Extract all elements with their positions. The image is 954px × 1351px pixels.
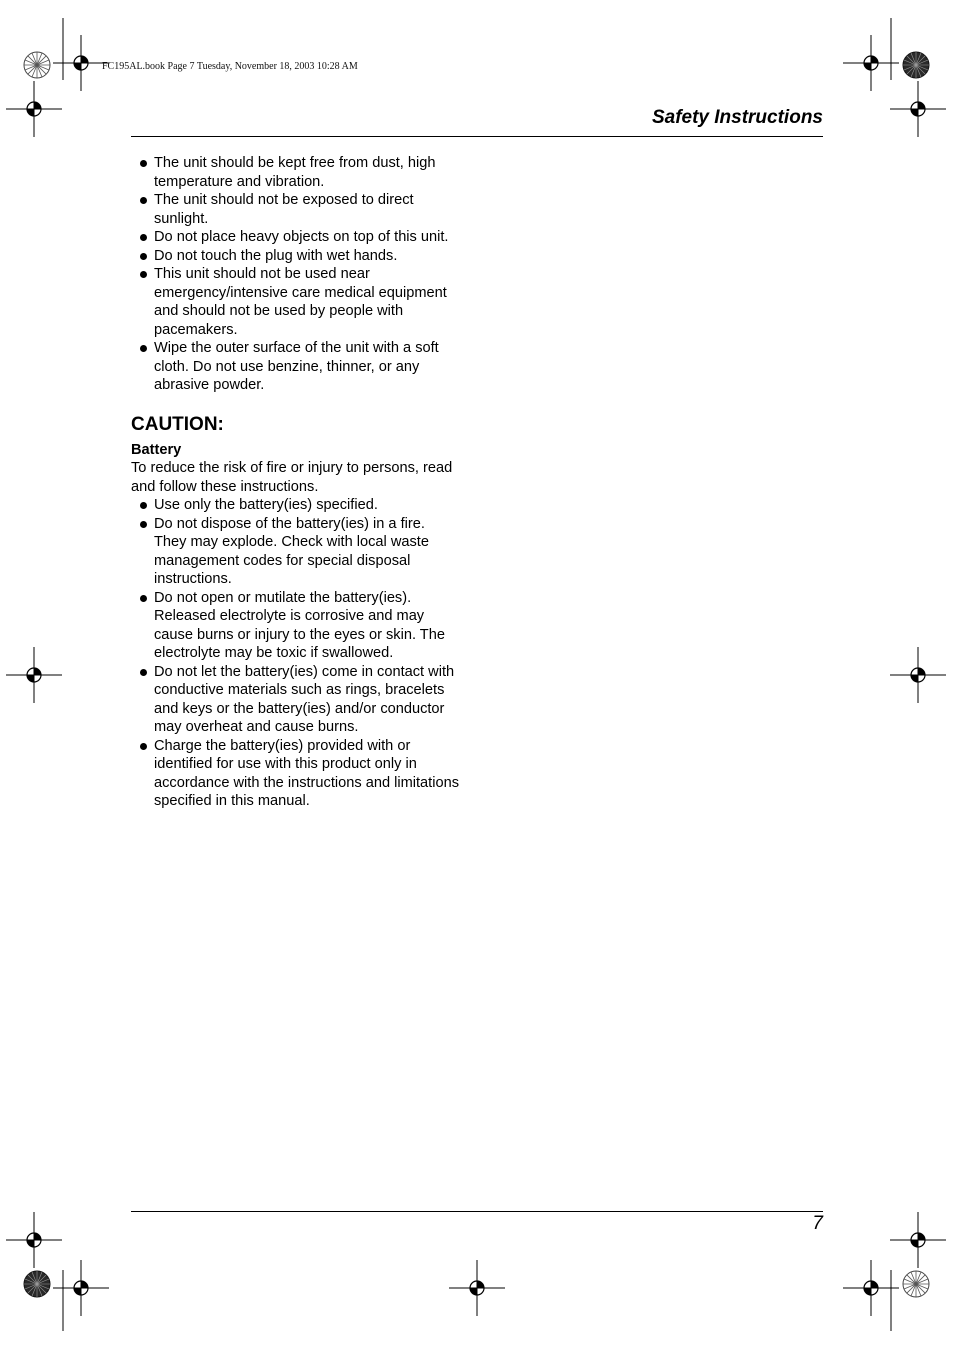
safety-list	[131, 154, 461, 395]
battery-intro: To reduce the risk of fire or injury to persons, read and follow these instructions.	[131, 460, 453, 495]
list-item: Do not let the battery(ies) come in contact with conductive materials such as rings, bracelets and keys or the battery(ies) and/or conductor may overheat and cause burns.	[131, 663, 461, 737]
main-content	[131, 154, 461, 811]
battery-subheading: Battery	[131, 441, 182, 458]
list-item: Do not dispose of the battery(ies) in a fire. They may explode. Check with local waste management codes for special disposal instructions.	[131, 515, 461, 589]
section-title: Safety Instructions	[651, 107, 823, 128]
bullet-icon	[140, 160, 147, 167]
footer-rule	[131, 1211, 823, 1212]
bullet-icon	[140, 271, 147, 278]
list-item: Do not open or mutilate the battery(ies). Released electrolyte is corrosive and may cause burns or injury to the eyes or skin. The electrolyte may be toxic if swallowed.	[131, 589, 461, 663]
list-item: Do not touch the plug with wet hands.	[131, 247, 461, 266]
bullet-icon	[140, 197, 147, 204]
caution-heading: CAUTION:	[131, 413, 224, 435]
bullet-icon	[140, 743, 147, 750]
bullet-icon	[140, 521, 147, 528]
list-item: Use only the battery(ies) specified.	[131, 496, 461, 515]
bullet-icon	[140, 669, 147, 676]
printer-slug-line: FC195AL.book Page 7 Tuesday, November 18, 2003 10:28 AM	[102, 61, 358, 72]
battery-list	[131, 496, 461, 811]
bullet-icon	[140, 595, 147, 602]
list-item: Charge the battery(ies) provided with or identified for use with this product only in accordance with the instructions and limitations specified in this manual.	[131, 737, 461, 811]
list-item: The unit should not be exposed to direct sunlight.	[131, 191, 461, 228]
bullet-icon	[140, 234, 147, 241]
header-rule	[131, 136, 823, 137]
bullet-icon	[140, 502, 147, 509]
list-item: The unit should be kept free from dust, high temperature and vibration.	[131, 154, 461, 191]
list-item: Wipe the outer surface of the unit with a soft cloth. Do not use benzine, thinner, or any abrasive powder.	[131, 339, 461, 395]
list-item: Do not place heavy objects on top of this unit.	[131, 228, 461, 247]
list-item: This unit should not be used near emergency/intensive care medical equipment and should not be used by people with pacemakers.	[131, 265, 461, 339]
page-number: 7	[812, 1213, 823, 1234]
bullet-icon	[140, 345, 147, 352]
bullet-icon	[140, 253, 147, 260]
